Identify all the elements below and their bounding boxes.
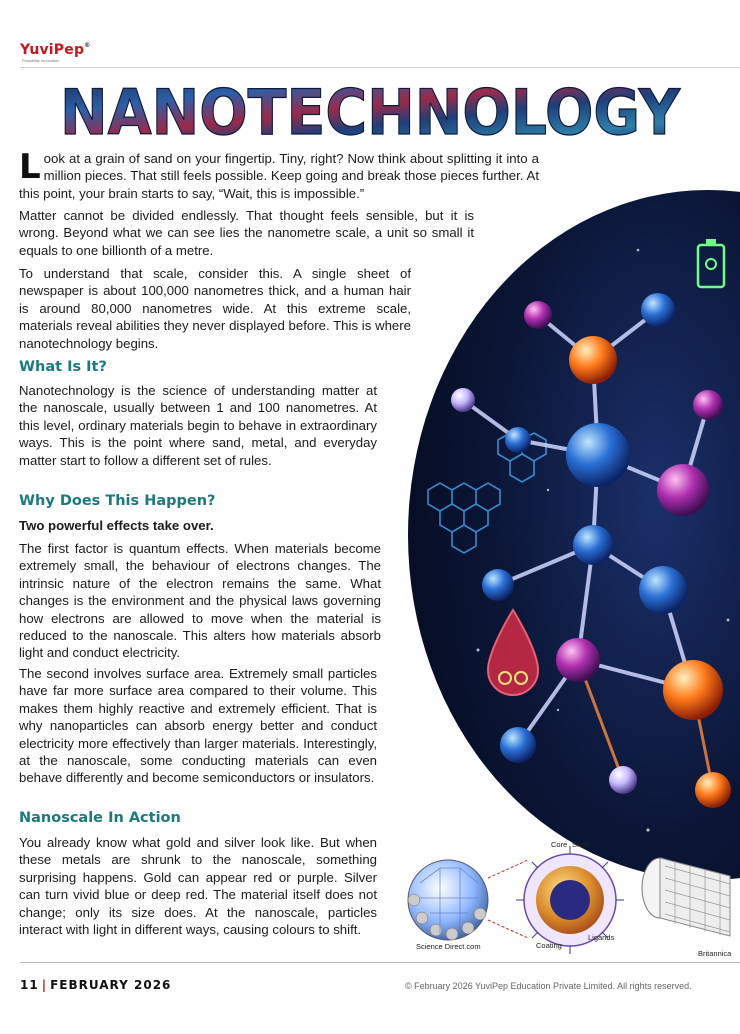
label-shell: Shell: [572, 840, 589, 849]
intro-paragraph-3: To understand that scale, consider this. A single sheet of newspaper is about 100,000 nanometres thick, and a human hair is around 80,000 nanometres wide. At this extreme scale, materials reveal abilities they never displayed before. This is where nanotechnology begins.: [19, 266, 411, 351]
intro-paragraph-1: Look at a grain of sand on your fingertip. Tiny, right? Now think about splitting it into a million pieces. That still feels possible. Keep going and break those pieces further. At this point, your brain starts to say, “Wait, this is impossible.”: [19, 147, 539, 201]
footer-divider: [20, 962, 740, 963]
brand-logo: YuviPep®: [20, 42, 91, 58]
heading-what-is-it: What Is It?: [19, 359, 107, 375]
title-text: NANOTECHNOLOGY: [60, 76, 682, 148]
credit-britannica: Britannica: [698, 949, 732, 958]
page-title: [0, 70, 740, 148]
title-graphic: [0, 70, 740, 148]
diagram-graphics: [400, 838, 740, 958]
header-divider: [20, 67, 740, 68]
heading-nanoscale-in-action: Nanoscale In Action: [19, 810, 181, 826]
label-ligands: Ligands: [588, 933, 615, 942]
label-core: Core: [551, 840, 568, 849]
nanoparticle-diagrams: [400, 838, 740, 958]
label-coating: Coating: [536, 941, 562, 950]
molecule-illustration: [408, 190, 740, 880]
intro-paragraph-2: Matter cannot be divided endlessly. That thought feels sensible, but it is wrong. Beyond what we can see lies the nanometre scale, a unit so small it equals to one billionth of a metre.: [19, 208, 474, 258]
nanotube-diagram: [642, 858, 730, 936]
page-header: [20, 40, 720, 68]
credit-sciencedirect: Science Direct.com: [416, 942, 481, 951]
issue-date: FEBRUARY 2026: [50, 978, 172, 992]
footer-issue: 11 | FEBRUARY 2026: [20, 978, 172, 992]
page-number: 11: [20, 978, 39, 992]
what-is-it-paragraph: Nanotechnology is the science of understanding matter at the nanoscale, usually between 1 and 100 nanometres. At this level, ordinary materials begin to behave in extraordinary ways. This is the point where sand, metal, and everyday matter start to follow a different set of rules.: [19, 383, 377, 468]
brand-tagline: Possibility Innovation: [22, 58, 60, 63]
nanoscale-paragraph: You already know what gold and silver look like. But when these metals are shrunk to the nanoscale, something surprising happens. Gold can appear red or purple. Silver can turn vivid blue or deep red. The material itself does not change; only its size does. At the nanoscale, particles interact with light in different ways, causing colours to shift.: [19, 835, 377, 938]
drop-cap: L: [19, 147, 41, 187]
nanoparticle-cage: [408, 860, 488, 940]
heading-why-does-this-happen: Why Does This Happen?: [19, 493, 216, 509]
footer-copyright: © February 2026 YuviPep Education Private Limited. All rights reserved.: [405, 981, 692, 991]
why-paragraph-1: The first factor is quantum effects. When materials become extremely small, the behaviour of electrons changes. The intrinsic nature of the electron remains the same. What changes is the environment and the physical laws governing how electrons are allowed to move when the material is reduced to the nanoscale. This alters how materials absorb light and conduct electricity.: [19, 541, 381, 661]
why-lead: Two powerful effects take over.: [19, 518, 214, 533]
why-paragraph-2: The second involves surface area. Extremely small particles have far more surface area compared to their volume. This makes them highly reactive and extremely efficient. That is why nanoparticles can absorb energy better and conduct electricity more effectively than larger materials. Interestingly, at the nanoscale, some conducting materials can even behave differently and become semiconductors or insulators.: [19, 666, 377, 786]
